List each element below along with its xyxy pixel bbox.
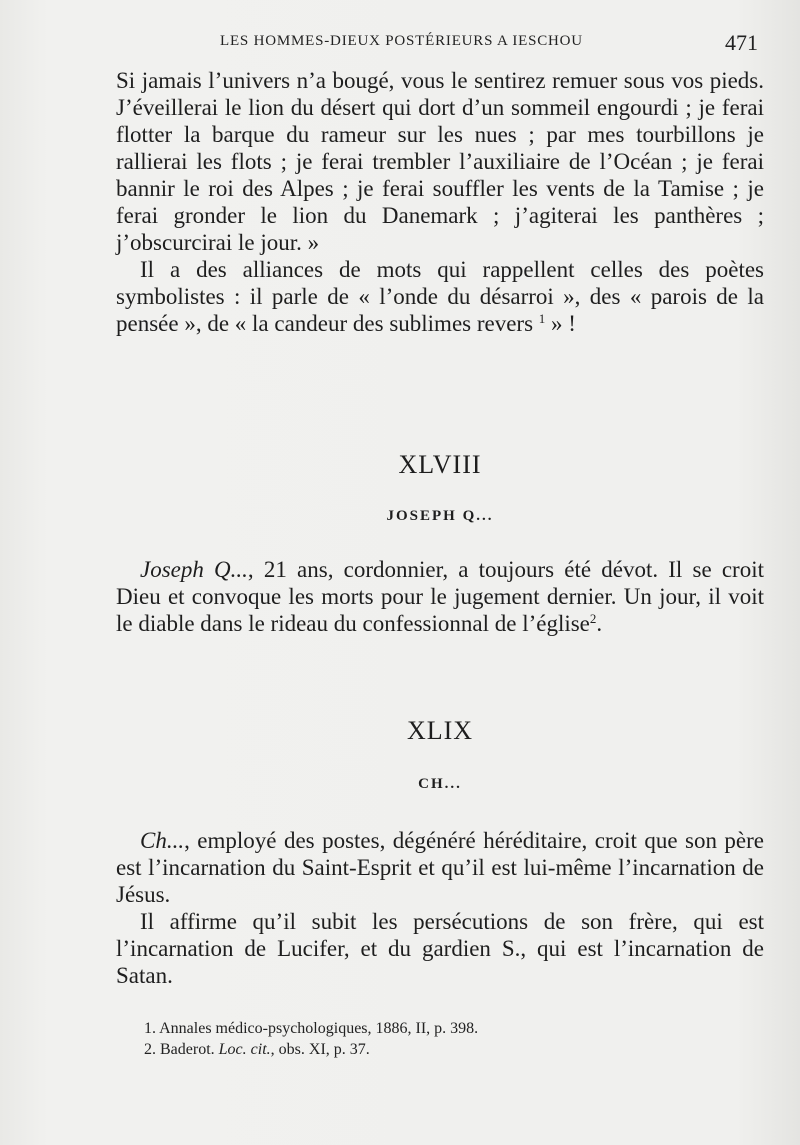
footnotes	[144, 1018, 744, 1060]
chapter-49-paragraph-1	[116, 827, 764, 908]
chapter-48-body	[116, 556, 764, 637]
patient-name-ch: Ch...	[140, 828, 185, 853]
chapter-number-48: XLVIII	[398, 450, 482, 479]
chapter-number-49: XLIX	[406, 716, 474, 745]
symbolist-text: Il a des alliances de mots qui rappellent celles des poètes symbolistes : il parle de « l’onde du désarroi », des « parois de la pensée », de « la candeur des sublimes revers	[116, 257, 764, 336]
patient-name-joseph: Joseph Q...	[140, 557, 248, 582]
page-number: 471	[725, 30, 758, 55]
chapter-48-paragraph	[116, 556, 764, 637]
chapter-49-text: , employé des postes, dégénéré héréditaire, croit que son père est l’incarnation du Saint-Esprit et qu’il est lui-même l’incarnation de Jésus.	[116, 828, 764, 907]
quoted-paragraph: Si jamais l’univers n’a bougé, vous le sentirez remuer sous vos pieds. J’éveillerai le lion du désert qui dort d’un sommeil engourdi ; je ferai flotter la barque du rameur sur les nues ; par mes tourbillons je rallierai les flots ; je ferai trembler l’auxiliaire de l’Océan ; je ferai bannir le roi des Alpes ; je ferai souffler les vents de la Tamise ; je ferai gronder le lion du Danemark ; j’agiterai les panthères ; j’obscurcirai le jour. »	[116, 68, 764, 255]
symbolist-text-end: » !	[545, 311, 576, 336]
footnote-2-citation: Loc. cit.	[218, 1041, 271, 1058]
footnote-ref-1[interactable]: 1	[538, 311, 546, 326]
continued-section	[116, 67, 764, 337]
footnote-2-reference: , obs. XI, p. 37.	[270, 1041, 370, 1058]
chapter-49-body	[116, 827, 764, 989]
chapter-48-text: , 21 ans, cordonnier, a toujours été dévot. Il se croit Dieu et convoque les morts pour le jugement dernier. Un jour, il voit le diable dans le rideau du confessionnal de l’église	[116, 557, 764, 636]
chapter-49-paragraph-2: Il affirme qu’il subit les persécutions de son frère, qui est l’incarnation de Lucifer, et du gardien S., qui est l’incarnation de Satan.	[116, 909, 764, 988]
chapter-48-text-end: .	[596, 611, 603, 636]
running-title: LES HOMMES-DIEUX POSTÉRIEURS A IESCHOU	[220, 33, 583, 49]
symbolist-paragraph	[116, 256, 764, 337]
footnote-1: 1. Annales médico-psychologiques, 1886, II, p. 398.	[144, 1020, 479, 1037]
chapter-subtitle-49: CH...	[418, 776, 462, 792]
chapter-subtitle-48: JOSEPH Q...	[386, 508, 494, 524]
footnote-2	[144, 1039, 744, 1060]
footnote-2-author: 2. Baderot.	[144, 1041, 219, 1058]
running-head	[116, 30, 766, 54]
footnote-ref-2[interactable]: 2	[589, 611, 597, 626]
